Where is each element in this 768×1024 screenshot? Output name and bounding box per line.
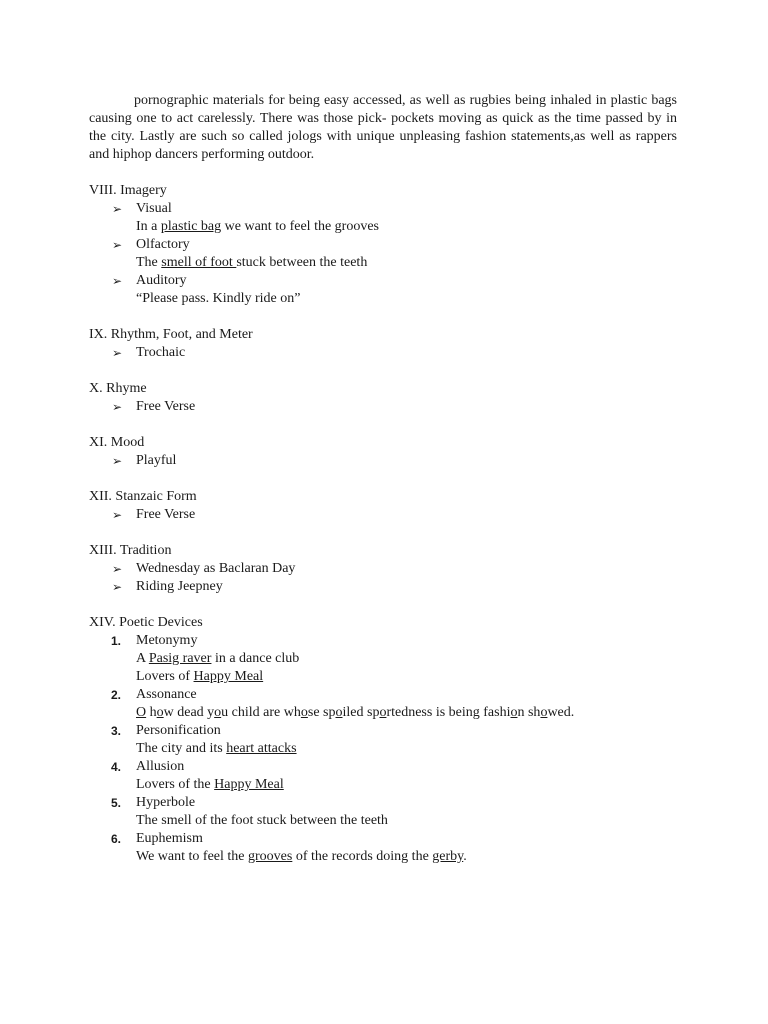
poetic-devices-list: [89, 632, 677, 866]
item-example: The smell of the foot stuck between the teeth: [136, 813, 388, 828]
arrow-bullet-icon: ➢: [112, 508, 123, 522]
item-label: Hyperbole: [136, 795, 196, 810]
item-label: Personification: [136, 723, 221, 738]
list-item: [89, 236, 677, 272]
list-item: [89, 398, 677, 416]
list-item: [89, 632, 677, 686]
item-number: 4.: [111, 760, 122, 774]
arrow-bullet-icon: ➢: [112, 346, 123, 360]
list-item: [89, 794, 677, 830]
item-example: “Please pass. Kindly ride on”: [136, 291, 301, 306]
section-rhyme: [89, 380, 677, 416]
arrow-bullet-icon: ➢: [112, 400, 123, 414]
arrow-bullet-icon: ➢: [112, 202, 123, 216]
item-number: 6.: [111, 832, 122, 846]
item-label: Allusion: [136, 759, 185, 774]
section-title-rhyme: X. Rhyme: [89, 381, 147, 396]
item-example: The smell of foot stuck between the teeth: [136, 255, 368, 270]
item-number: 3.: [111, 724, 122, 738]
item-label: Riding Jeepney: [136, 579, 223, 594]
list-item: [89, 686, 677, 722]
intro-paragraph: pornographic materials for being easy accessed, as well as rugbies being inhaled in plastic bags causing one to act carelessly. There was those pick- pockets moving as quick as the time passed by in the city. Lastly are such so called jologs with unique unpleasing fashion statements,as well as rappers and hiphop dancers performing outdoor.: [89, 93, 677, 162]
item-label: Olfactory: [136, 237, 190, 252]
section-title-poetic-devices: XIV. Poetic Devices: [89, 615, 203, 630]
item-label: Visual: [136, 201, 172, 216]
section-tradition: [89, 542, 677, 596]
arrow-bullet-icon: ➢: [112, 238, 123, 252]
item-label: Free Verse: [136, 507, 196, 522]
item-example: Lovers of Happy Meal: [136, 669, 264, 684]
item-label: Trochaic: [136, 345, 186, 360]
item-label: Auditory: [136, 273, 187, 288]
section-title-imagery: VIII. Imagery: [89, 183, 167, 198]
item-example: A Pasig raver in a dance club: [136, 651, 300, 666]
item-example: Lovers of the Happy Meal: [136, 777, 284, 792]
section-title-tradition: XIII. Tradition: [89, 543, 172, 558]
list-item: [89, 272, 677, 308]
section-title-rhythm: IX. Rhythm, Foot, and Meter: [89, 327, 253, 342]
item-label: Free Verse: [136, 399, 196, 414]
item-example: We want to feel the grooves of the records doing the gerby.: [136, 849, 467, 864]
list-item: [89, 578, 677, 596]
item-label: Metonymy: [136, 633, 198, 648]
list-item: [89, 344, 677, 362]
document-page: [89, 92, 677, 866]
list-item: [89, 452, 677, 470]
list-item: [89, 758, 677, 794]
item-number: 5.: [111, 796, 122, 810]
item-number: 1.: [111, 634, 122, 648]
item-example: In a plastic bag we want to feel the grooves: [136, 219, 379, 234]
item-label: Wednesday as Baclaran Day: [136, 561, 296, 576]
section-poetic-devices: [89, 614, 677, 866]
arrow-bullet-icon: ➢: [112, 454, 123, 468]
section-stanzaic-form: [89, 488, 677, 524]
list-item: [89, 200, 677, 236]
item-label: Assonance: [136, 687, 197, 702]
section-title-stanzaic-form: XII. Stanzaic Form: [89, 489, 197, 504]
item-number: 2.: [111, 688, 122, 702]
arrow-bullet-icon: ➢: [112, 580, 123, 594]
item-example: O how dead you child are whose spoiled sportedness is being fashion showed.: [136, 705, 575, 720]
list-item: [89, 560, 677, 578]
section-imagery: [89, 182, 677, 308]
section-mood: [89, 434, 677, 470]
section-rhythm: [89, 326, 677, 362]
list-item: [89, 506, 677, 524]
arrow-bullet-icon: ➢: [112, 274, 123, 288]
imagery-list: [89, 200, 677, 308]
item-example: The city and its heart attacks: [136, 741, 297, 756]
arrow-bullet-icon: ➢: [112, 562, 123, 576]
list-item: [89, 830, 677, 866]
item-label: Euphemism: [136, 831, 203, 846]
item-label: Playful: [136, 453, 177, 468]
list-item: [89, 722, 677, 758]
section-title-mood: XI. Mood: [89, 435, 145, 450]
